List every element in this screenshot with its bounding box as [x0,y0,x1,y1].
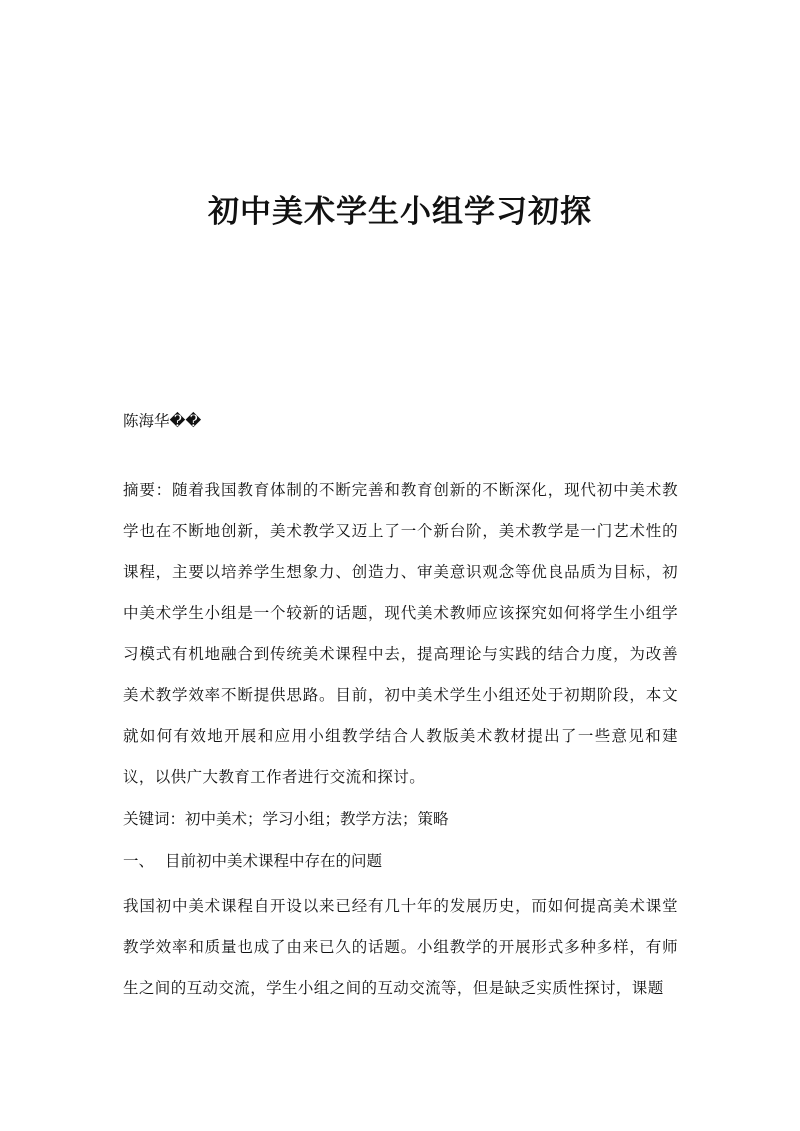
keywords-line: 关键词：初中美术；学习小组；教学方法；策略 [123,810,449,828]
section-title: 目前初中美术课程中存在的问题 [165,852,383,870]
author-name: 陈海华�� [123,412,202,430]
abstract-paragraph: 摘要：随着我国教育体制的不断完善和教育创新的不断深化，现代初中美术教学也在不断地创新，美术教学又迈上了一个新台阶，美术教学是一门艺术性的课程，主要以培养学生想象力、创造力、审美意识观念等优良品质为目标，初中美术学生小组是一个较新的话题，现代美术教师应该探究如何将学生小组学习模式有机地融合到传统美术课程中去，提高理论与实践的结合力度，为改善美术教学效率不断提供思路。目前，初中美术学生小组还处于初期阶段，本文就如何有效地开展和应用小组教学结合人教版美术教材提出了一些意见和建议，以供广大教育工作者进行交流和探讨。 [123,481,678,786]
document-content [123,408,678,1009]
body-paragraph: 我国初中美术课程自开设以来已经有几十年的发展历史，而如何提高美术课堂教学效率和质量也成了由来已久的话题。小组教学的开展形式多种多样，有师生之间的互动交流，学生小组之间的互动交流等，但是缺乏实质性探讨，课题 [123,897,678,997]
section-number: 一、 [123,852,155,870]
section-heading [123,842,678,880]
document-title: 初中美术学生小组学习初探 [208,194,592,230]
